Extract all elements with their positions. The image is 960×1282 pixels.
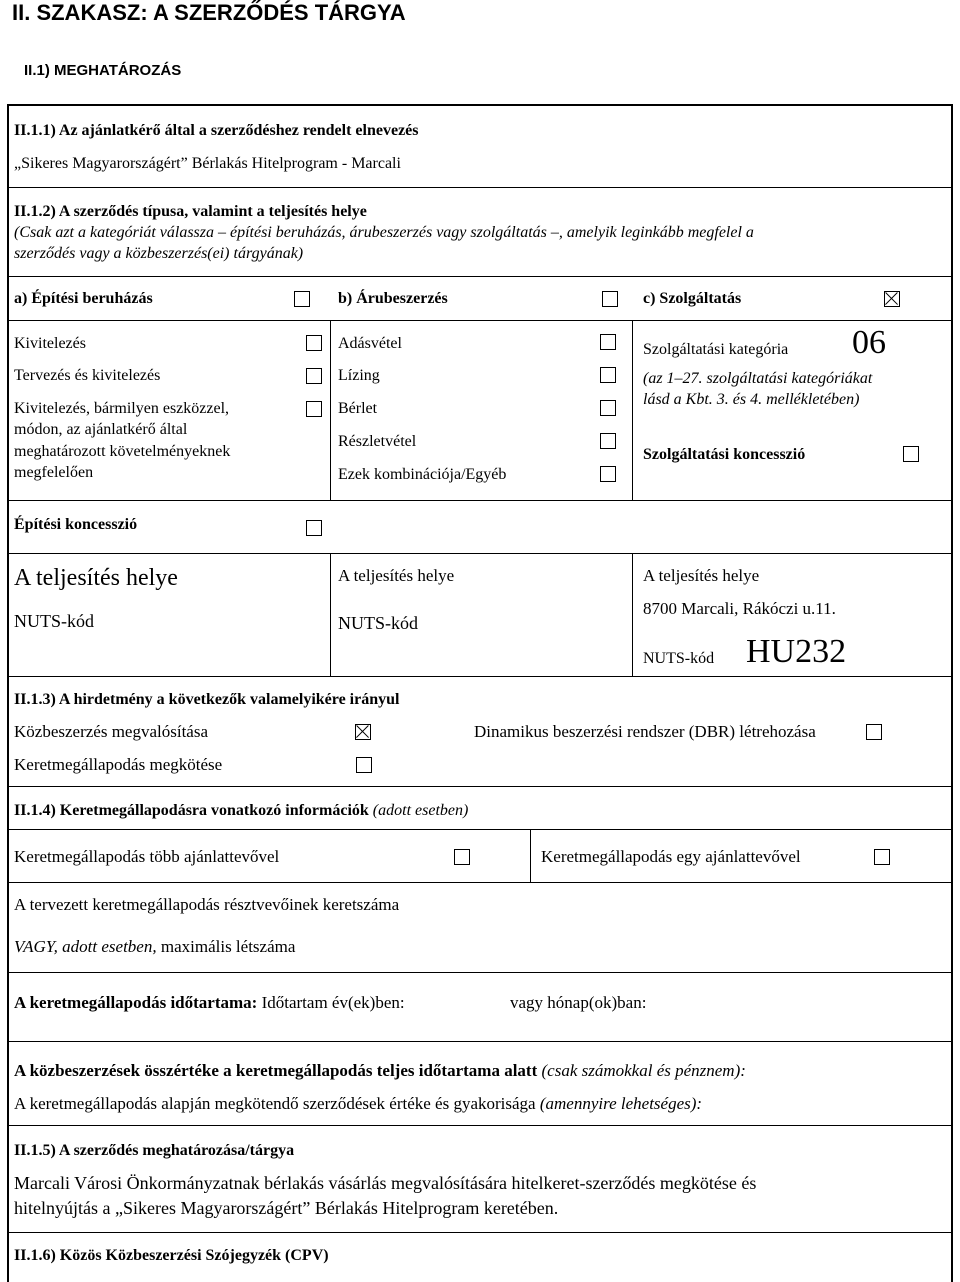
service-category-note-2: lásd a Kbt. 3. és 4. mellékletében): [643, 391, 860, 408]
option-procurement-label: Közbeszerzés megvalósítása: [14, 722, 208, 741]
b-item-checkbox[interactable]: [600, 466, 616, 482]
b-item-reszletvetel: Részletvétel: [338, 433, 417, 450]
divider: [7, 187, 953, 188]
b-item-checkbox[interactable]: [600, 433, 616, 449]
section-title: II. SZAKASZ: A SZERZŐDÉS TÁRGYA: [12, 0, 406, 25]
divider: [7, 553, 953, 554]
s114-heading-note: (adott esetben): [372, 802, 469, 819]
framework-multi-label: Keretmegállapodás több ajánlattevővel: [14, 847, 280, 866]
framework-multi-checkbox[interactable]: [454, 849, 470, 865]
option-dbr-label: Dinamikus beszerzési rendszer (DBR) létrehozása: [474, 722, 816, 741]
s111-heading: II.1.1) Az ajánlatkérő által a szerződéshez rendelt elnevezés: [14, 122, 419, 139]
b-item-berlet: Bérlet: [338, 400, 378, 417]
duration-row: [14, 993, 405, 1013]
b-item-adasvetel: Adásvétel: [338, 335, 402, 352]
b-place-label: A teljesítés helye: [338, 566, 455, 585]
a-item-any-means-1: Kivitelezés, bármilyen eszközzel,: [14, 400, 230, 417]
divider: [7, 972, 953, 973]
category-c-label: c) Szolgáltatás: [643, 290, 742, 307]
c-nuts-value: HU232: [746, 633, 847, 670]
option-framework-label: Keretmegállapodás megkötése: [14, 755, 223, 774]
s112-heading: II.1.2) A szerződés típusa, valamint a teljesítés helye: [14, 203, 367, 220]
category-a-checkbox[interactable]: [294, 291, 310, 307]
service-category-label: Szolgáltatási kategória: [643, 341, 789, 358]
divider: [7, 276, 953, 277]
service-concession-checkbox[interactable]: [903, 446, 919, 462]
service-concession-label: Szolgáltatási koncesszió: [643, 446, 806, 463]
column-divider-2b: [632, 553, 633, 676]
s115-text-2: hitelnyújtás a „Sikeres Magyarországért” Bérlakás Hitelprogram keretében.: [14, 1198, 559, 1218]
a-item-kivitelezes: Kivitelezés: [14, 335, 86, 352]
framework-single-checkbox[interactable]: [874, 849, 890, 865]
contract-value-row: [14, 1094, 702, 1114]
c-nuts-label: NUTS-kód: [643, 650, 715, 667]
column-divider-2: [632, 320, 633, 500]
s113-heading: II.1.3) A hirdetmény a következők valamelyikére irányul: [14, 691, 400, 708]
a-item-checkbox[interactable]: [306, 335, 322, 351]
divider: [7, 1232, 953, 1233]
contract-value-label: A keretmegállapodás alapján megkötendő szerződések értéke és gyakorisága: [14, 1094, 536, 1113]
a-nuts-label: NUTS-kód: [14, 611, 94, 631]
divider: [7, 882, 953, 883]
a-item-checkbox[interactable]: [306, 401, 322, 417]
contract-name: „Sikeres Magyarországért” Bérlakás Hitelprogram - Marcali: [14, 155, 401, 172]
s114-heading-text: II.1.4) Keretmegállapodásra vonatkozó információk: [14, 802, 369, 819]
frame-left: [7, 104, 9, 1282]
s114-heading: [14, 802, 468, 820]
b-nuts-label: NUTS-kód: [338, 613, 418, 633]
divider: [7, 320, 953, 321]
s115-text-1: Marcali Városi Önkormányzatnak bérlakás vásárlás megvalósítására hitelkeret-szerződés megkötése és: [14, 1173, 757, 1193]
divider: [7, 1125, 953, 1126]
total-value-label: A közbeszerzések összértéke a keretmegállapodás teljes időtartama alatt: [14, 1061, 538, 1080]
duration-years-label: Időtartam év(ek)ben:: [261, 993, 405, 1012]
a-place-label: A teljesítés helye: [14, 565, 178, 591]
works-concession-label: Építési koncesszió: [14, 516, 138, 533]
works-concession-checkbox[interactable]: [306, 520, 322, 536]
category-a-label: a) Építési beruházás: [14, 290, 153, 307]
s112-note-2: szerződés vagy a közbeszerzés(ei) tárgyának): [14, 245, 304, 262]
duration-label: A keretmegállapodás időtartama:: [14, 993, 258, 1012]
a-item-tervezes: Tervezés és kivitelezés: [14, 367, 161, 384]
framework-single-label: Keretmegállapodás egy ajánlattevővel: [541, 847, 801, 866]
a-item-any-means-2: módon, az ajánlatkérő által: [14, 421, 188, 438]
s112-note-1: (Csak azt a kategóriát válassza – építési beruházás, árubeszerzés vagy szolgáltatás –, amelyik leginkább megfelel a: [14, 224, 754, 241]
category-b-label: b) Árubeszerzés: [338, 290, 448, 307]
max-participants-label: [14, 937, 295, 957]
frame-right: [951, 104, 953, 1282]
divider: [7, 500, 953, 501]
divider: [7, 829, 953, 830]
b-item-checkbox[interactable]: [600, 334, 616, 350]
divider: [7, 786, 953, 787]
frame-top: [7, 104, 953, 106]
a-item-any-means-4: megfelelően: [14, 464, 94, 481]
b-item-lizing: Lízing: [338, 367, 380, 384]
max-participants-prefix: VAGY, adott esetben,: [14, 937, 157, 956]
b-item-checkbox[interactable]: [600, 400, 616, 416]
duration-months-label: vagy hónap(ok)ban:: [510, 993, 647, 1012]
divider: [7, 1041, 953, 1042]
contract-value-note: (amennyire lehetséges):: [539, 1094, 703, 1113]
s116-heading: II.1.6) Közös Közbeszerzési Szójegyzék (CPV): [14, 1247, 329, 1264]
service-category-value: 06: [852, 324, 886, 361]
service-category-note-1: (az 1–27. szolgáltatási kategóriákat: [643, 370, 873, 387]
c-place-value: 8700 Marcali, Rákóczi u.11.: [643, 599, 836, 618]
a-item-checkbox[interactable]: [306, 368, 322, 384]
planned-participants-label: A tervezett keretmegállapodás résztvevőinek keretszáma: [14, 895, 400, 914]
category-c-checkbox-checked[interactable]: [884, 291, 900, 307]
total-value-row: [14, 1061, 746, 1081]
column-divider-fw: [530, 829, 531, 882]
c-place-label: A teljesítés helye: [643, 566, 760, 585]
column-divider-1: [330, 320, 331, 500]
divider: [7, 676, 953, 677]
option-framework-checkbox[interactable]: [356, 757, 372, 773]
subsection-title: II.1) MEGHATÁROZÁS: [24, 62, 182, 79]
option-procurement-checkbox-checked[interactable]: [355, 724, 371, 740]
b-item-checkbox[interactable]: [600, 367, 616, 383]
column-divider-1b: [330, 553, 331, 676]
a-item-any-means-3: meghatározott követelményeknek: [14, 443, 231, 460]
total-value-note: (csak számokkal és pénznem):: [541, 1061, 746, 1080]
category-b-checkbox[interactable]: [602, 291, 618, 307]
max-participants-rest: maximális létszáma: [160, 937, 296, 956]
b-item-kombinacio: Ezek kombinációja/Egyéb: [338, 466, 507, 483]
option-dbr-checkbox[interactable]: [866, 724, 882, 740]
s115-heading: II.1.5) A szerződés meghatározása/tárgya: [14, 1142, 295, 1159]
